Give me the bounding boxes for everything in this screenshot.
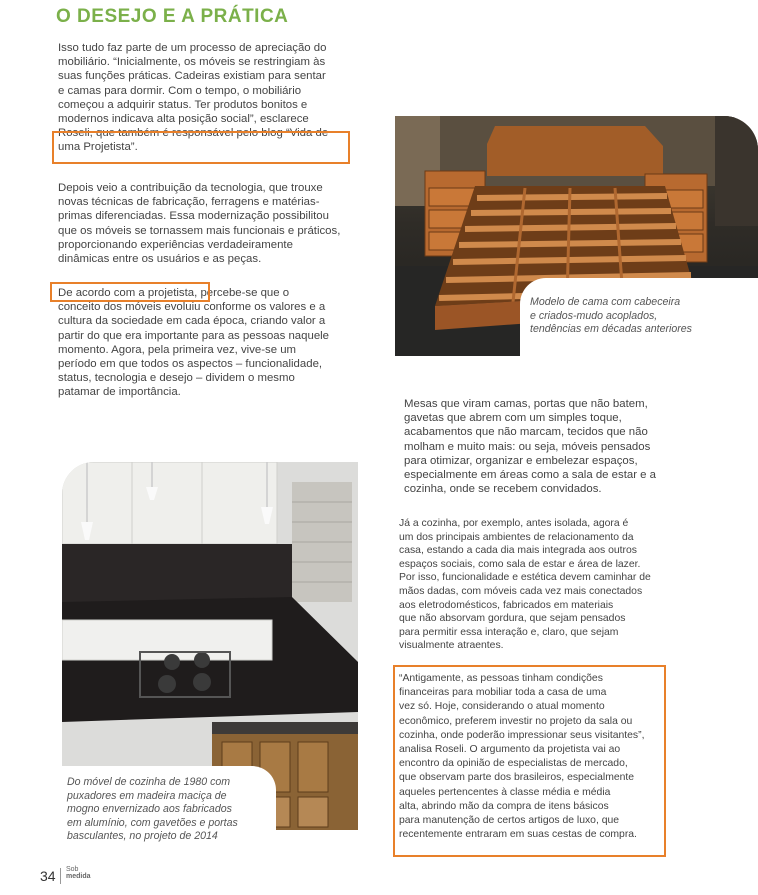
left-column-paragraph-2: [58, 181, 358, 266]
left-column-paragraph-3: [58, 286, 358, 400]
paragraph-2: Depois veio a contribuição da tecnologia, que trouxe novas técnicas de fabricação, ferragens e matérias- primas diferenciadas. Essa modernização possibilitou que os móveis se tornassem mais funcionais e práticos, proporcionando experiências verdadeiramente dinâmicas entre os usuários e as peças.: [58, 182, 341, 266]
right-column-paragraph-2: Já a cozinha, por exemplo, antes isolada, agora é um dos principais ambientes de relacionamento da casa, estando a cada dia mais integrada aos outros espaços sociais, como sala de estar e área de lazer. Por isso, funcionalidade e estética devem caminhar de mãos dadas, com móveis cada vez mais conectados aos eletrodomésticos, fabricados em materiais que não absorvam gordura, que sejam pensados para permitir essa interação e, claro, que sejam visualmente atraentes.: [399, 518, 651, 652]
kitchen-caption: Do móvel de cozinha de 1980 com puxadores em madeira maciça de mogno envernizado aos fabricados em alumínio, com gavetões e portas basculantes, no projeto de 2014: [67, 776, 238, 842]
bed-caption: Modelo de cama com cabeceira e criados-mudo acoplados, tendências em décadas anteriores: [530, 296, 692, 335]
magazine-logo: Sob medida: [66, 866, 91, 880]
right-column-paragraph-3: “Antigamente, as pessoas tinham condições financeiras para mobiliar toda a casa de uma vez só. Hoje, considerando o atual momento econômico, preferem investir no projeto da sala ou cozinha, onde poderão impressionar seus visitantes”, analisa Roseli. O argumento da projetista vai ao encontro da opinião de especialistas de mercado, que observam parte dos brasileiros, especialmente aqueles pertencentes à classe média e média alta, abrindo mão da compra de itens básicos para manutenção de certos artigos de luxo, que recentemente entraram em suas cestas de compra.: [399, 673, 645, 841]
highlight-blog-mention: [52, 131, 350, 164]
section-title: O DESEJO E A PRÁTICA: [56, 6, 289, 27]
paragraph-1: Isso tudo faz parte de um processo de apreciação do mobiliário. “Inicialmente, os móveis se restringiam às suas funções práticas. Cadeiras existiam para sentar e camas para dormir. Com o tempo, o mobiliário começou a adquirir status. Ter produtos bonitos e modernos indicava alta posição social”, esclarece Roseli, que também é responsável pelo blog “Vida de uma Projetista”.: [58, 42, 329, 154]
footer-divider: [60, 868, 61, 884]
paragraph-3: De acordo com a projetista, percebe-se que o conceito dos móveis evoluiu conforme os valores e a cultura da sociedade em cada época, criando valor a partir do que era importante para as pessoas naquele momento. Agora, pela primeira vez, vive-se um período em que todos os aspectos – funcionalidade, status, tecnologia e desejo – dividem o mesmo patamar de importância.: [58, 287, 330, 399]
highlight-projetista-mention: [50, 282, 210, 302]
page-number: 34: [40, 868, 56, 884]
right-column-paragraph-1: Mesas que viram camas, portas que não batem, gavetas que abrem com um simples toque, acabamentos que não marcam, tecidos que não molham e muito mais: ou seja, móveis pensados para otimizar, organizar e embelezar espaços, especialmente em áreas como a sala de estar e a cozinha, onde se recebem convidados.: [404, 398, 656, 496]
